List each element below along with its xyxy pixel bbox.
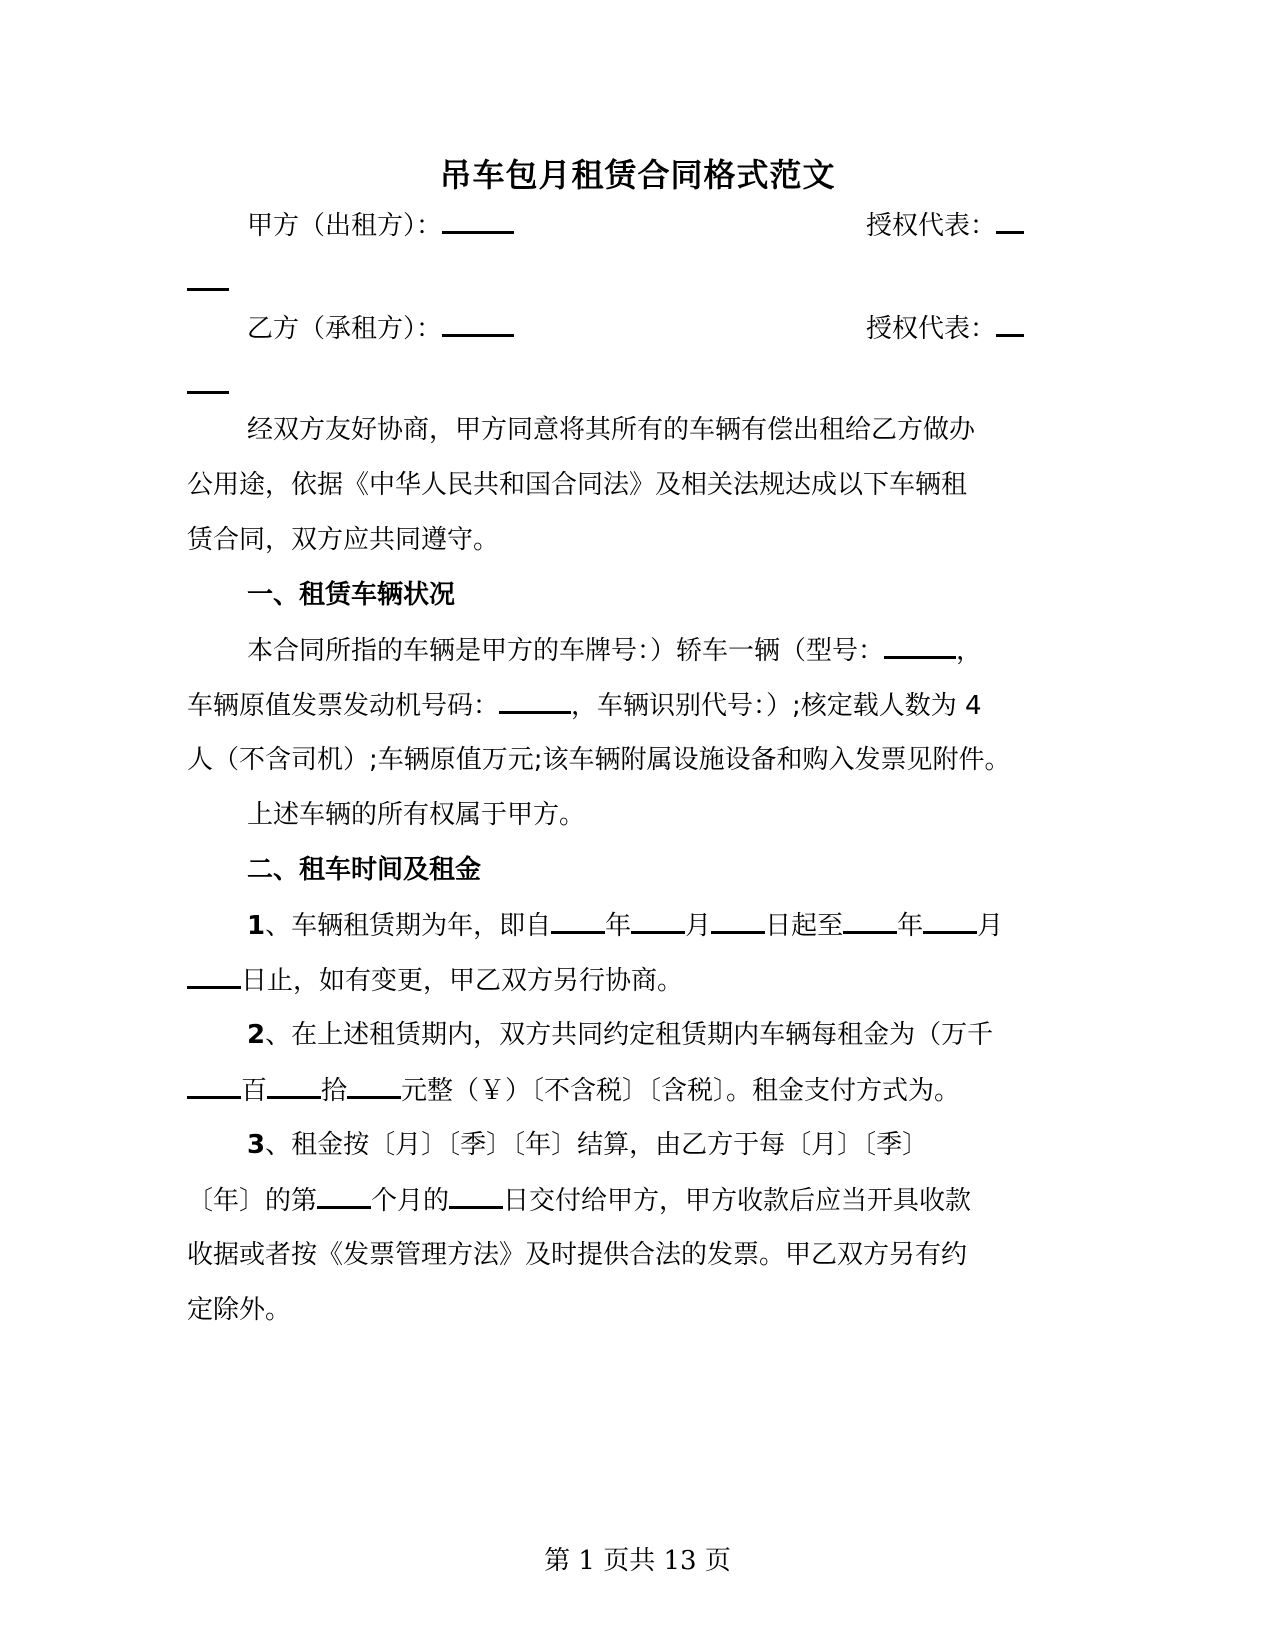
section-1-p1-line-3: 人（不含司机）;车辆原值万元;该车辆附属设施设备和购入发票见附件。 <box>187 745 1011 775</box>
page-number-footer: 第 1 页共 13 页 <box>544 1546 731 1576</box>
party-b-rep-label: 授权代表： <box>866 314 997 344</box>
section-2-item-3-line-2: 〔年〕的第 个月的 日交付给甲方，甲方收款后应当开具收款 <box>187 1180 971 1221</box>
party-a-label: 甲方（出租方）： <box>247 211 443 241</box>
party-a-rep-blank-cont <box>187 262 229 303</box>
party-b-rep-blank <box>996 308 1024 337</box>
party-b-rep <box>866 308 1024 349</box>
party-a-line <box>247 205 514 246</box>
document-title: 吊车包月租赁合同格式范文 <box>439 156 836 194</box>
party-b-label: 乙方（承租方）： <box>247 314 443 344</box>
section-2-item-2-line-2: 百 拾 元整（￥）〔不含税〕〔含税〕。租金支付方式为。 <box>187 1070 960 1111</box>
party-a-rep-label: 授权代表： <box>866 211 997 241</box>
section-2-item-2-line-1: 2、在上述租赁期内，双方共同约定租赁期内车辆每租金为（万千 <box>247 1020 994 1050</box>
intro-line-3: 赁合同，双方应共同遵守。 <box>187 525 500 555</box>
section-2-item-3-line-4: 定除外。 <box>187 1295 292 1325</box>
section-1-p1-line-1: 本合同所指的车辆是甲方的车牌号：）轿车一辆（型号： ， <box>247 630 982 671</box>
section-2-item-3-line-3: 收据或者按《发票管理方法》及时提供合法的发票。甲乙双方另有约 <box>187 1240 968 1270</box>
party-a-rep-blank <box>996 205 1024 234</box>
section-2-item-1-line-2: 日止，如有变更，甲乙双方另行协商。 <box>187 960 683 1001</box>
engine-number-blank <box>499 685 571 714</box>
section-1-p1-line-2: 车辆原值发票发动机号码： ，车辆识别代号：）;核定载人数为 4 <box>187 685 982 726</box>
section-1-heading: 一、租赁车辆状况 <box>247 580 456 610</box>
party-a-rep <box>866 205 1024 246</box>
party-a-blank <box>442 205 514 234</box>
section-2-item-3-line-1: 3、租金按〔月〕〔季〕〔年〕结算，由乙方于每〔月〕〔季〕 <box>247 1130 929 1160</box>
section-1-p2: 上述车辆的所有权属于甲方。 <box>247 800 586 830</box>
model-blank <box>884 630 956 659</box>
party-b-blank <box>442 308 514 337</box>
section-2-item-1-line-1: 1、车辆租赁期为年，即自 年 月 日起至 年 月 <box>247 905 1003 946</box>
section-2-heading: 二、租车时间及租金 <box>247 855 482 885</box>
intro-line-1: 经双方友好协商，甲方同意将其所有的车辆有偿出租给乙方做办 <box>247 415 976 445</box>
party-b-rep-blank-cont <box>187 365 229 406</box>
intro-line-2: 公用途，依据《中华人民共和国合同法》及相关法规达成以下车辆租 <box>187 470 968 500</box>
party-b-line <box>247 308 514 349</box>
